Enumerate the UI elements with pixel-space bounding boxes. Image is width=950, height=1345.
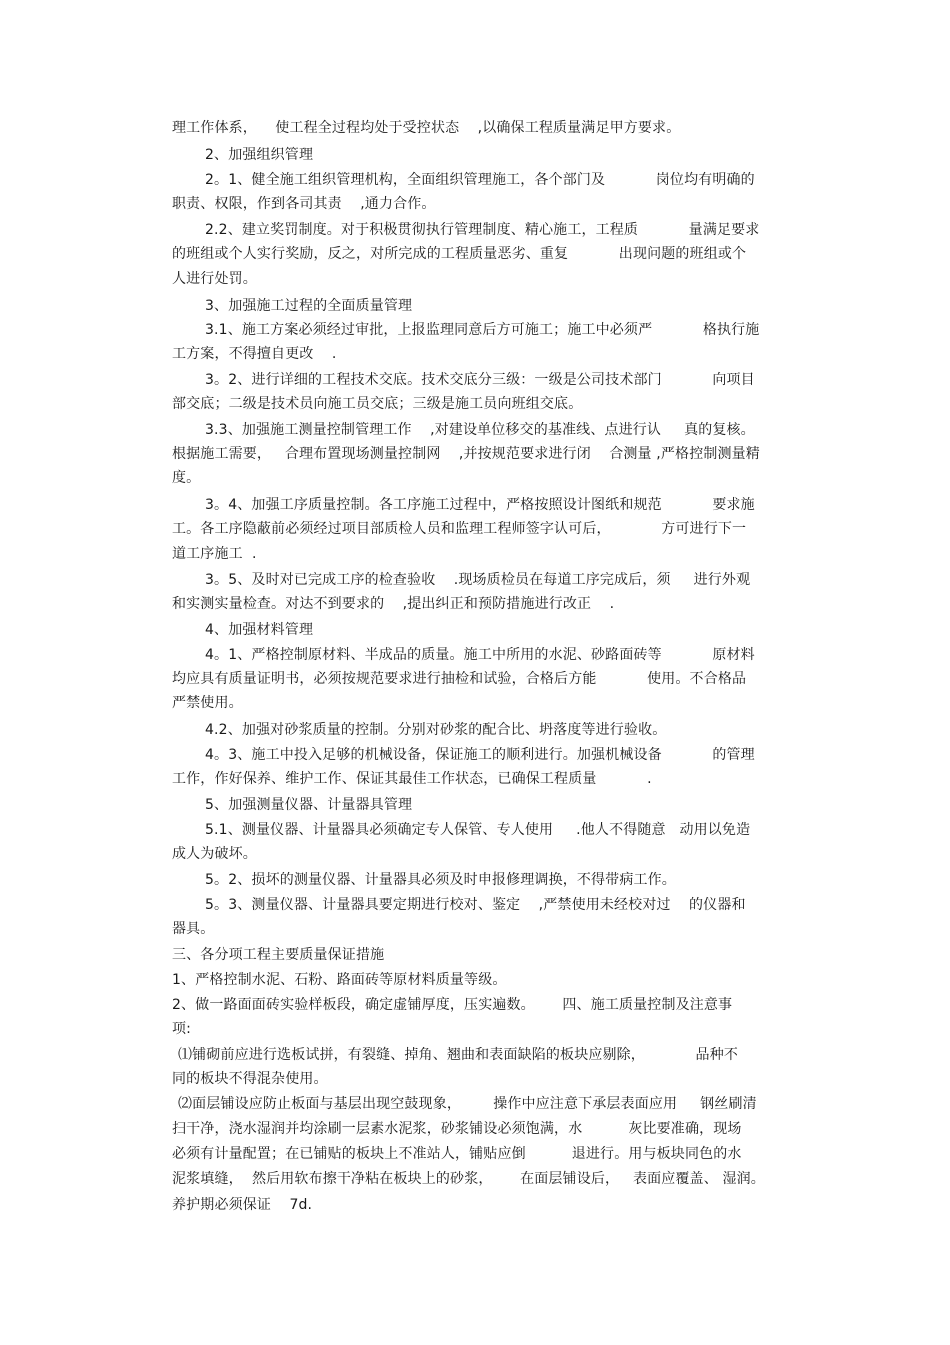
text-line: 人进行处罚。 <box>172 271 257 287</box>
section-heading: 5、加强测量仪器、计量器具管理 <box>205 797 413 813</box>
text-line: ⑵面层铺设应防止板面与基层出现空鼓现象， 操作中应注意下承层表面应用 钢丝刷清 <box>178 1096 757 1112</box>
text-line: 职责、权限，作到各司其责 ,通力合作。 <box>172 196 436 212</box>
text-line: 均应具有质量证明书，必须按规范要求进行抽检和试验，合格后方能 使用。不合格品 <box>172 671 747 687</box>
section-heading: 三、各分项工程主要质量保证措施 <box>172 947 385 963</box>
text-line: 4。1、严格控制原材料、半成品的质量。施工中所用的水泥、砂路面砖等 原材料 <box>205 647 755 663</box>
text-line: 3.1、施工方案必须经过审批，上报监理同意后方可施工；施工中必须严 格执行施 <box>205 322 760 338</box>
text-line: 泥浆填缝， 然后用软布擦干净粘在板块上的砂浆， 在面层铺设后， 表面应覆盖、 湿润。 <box>172 1171 765 1187</box>
text-line: 3.3、加强施工测量控制管理工作 ,对建设单位移交的基准线、点进行认 真的复核。 <box>205 422 755 438</box>
text-line: 2.2、建立奖罚制度。对于积极贯彻执行管理制度、精心施工，工程质 量满足要求 <box>205 222 760 238</box>
text-line: 的班组或个人实行奖励，反之，对所完成的工程质量恶劣、重复 出现问题的班组或个 <box>172 246 747 262</box>
text-line: 器具。 <box>172 921 215 937</box>
text-line: 5。3、测量仪器、计量器具要定期进行校对、鉴定 ,严禁使用未经校对过 的仪器和 <box>205 897 746 913</box>
text-line: 5.1、测量仪器、计量器具必须确定专人保管、专人使用 .他人不得随意 动用以免造 <box>205 822 751 838</box>
text-line: 扫干净，浇水湿润并均涂刷一层素水泥浆，砂浆铺设必须饱满，水 灰比要准确，现场 <box>172 1121 742 1137</box>
text-line: 和实测实量检查。对达不到要求的 ,提出纠正和预防措施进行改正 . <box>172 596 615 612</box>
text-line: 4.2、加强对砂浆质量的控制。分别对砂浆的配合比、坍落度等进行验收。 <box>205 722 667 738</box>
text-line: 项: <box>172 1021 192 1037</box>
text-line: 2、做一路面面砖实验样板段，确定虚铺厚度，压实遍数。 四、施工质量控制及注意事 <box>172 997 733 1013</box>
text-line: 4。3、施工中投入足够的机械设备，保证施工的顺利进行。加强机械设备 的管理 <box>205 747 755 763</box>
text-line: 3。2、进行详细的工程技术交底。技术交底分三级：一级是公司技术部门 向项目 <box>205 372 755 388</box>
text-line: 严禁使用。 <box>172 695 243 711</box>
text-line: 3。5、及时对已完成工序的检查验收 .现场质检员在每道工序完成后，须 进行外观 <box>205 572 751 588</box>
text-line: 工。各工序隐蔽前必须经过项目部质检人员和监理工程师签字认可后， 方可进行下一 <box>172 521 747 537</box>
text-line: 同的板块不得混杂使用。 <box>172 1071 328 1087</box>
section-heading: 4、加强材料管理 <box>205 622 314 638</box>
text-line: ⑴铺砌前应进行选板试拼，有裂缝、掉角、翘曲和表面缺陷的板块应剔除， 品种不 <box>178 1047 738 1063</box>
text-line: 必须有计量配置；在已铺贴的板块上不准站人，铺贴应倒 退进行。用与板块同色的水 <box>172 1146 742 1162</box>
text-line: 道工序施工 . <box>172 546 257 562</box>
text-line: 3。4、加强工序质量控制。各工序施工过程中，严格按照设计图纸和规范 要求施 <box>205 497 755 513</box>
text-line: 2。1、健全施工组织管理机构，全面组织管理施工，各个部门及 岗位均有明确的 <box>205 172 755 188</box>
text-line: 1、严格控制水泥、石粉、路面砖等原材料质量等级。 <box>172 972 507 988</box>
text-line: 度。 <box>172 470 201 486</box>
text-line: 理工作体系， 使工程全过程均处于受控状态 ,以确保工程质量满足甲方要求。 <box>172 120 681 136</box>
text-line: 部交底；二级是技术员向施工员交底；三级是施工员向班组交底。 <box>172 396 583 412</box>
text-line: 成人为破坏。 <box>172 846 257 862</box>
text-line: 工方案，不得擅自更改 . <box>172 346 337 362</box>
text-line: 5。2、损坏的测量仪器、计量器具必须及时申报修理调换，不得带病工作。 <box>205 872 676 888</box>
text-line: 工作，作好保养、维护工作、保证其最佳工作状态，已确保工程质量 . <box>172 771 652 787</box>
text-line: 根据施工需要， 合理布置现场测量控制网 ,并按规范要求进行闭 合测量 ,严格控制测量精 <box>172 446 760 462</box>
text-line: 养护期必须保证 7d. <box>172 1197 313 1213</box>
section-heading: 2、加强组织管理 <box>205 147 314 163</box>
section-heading: 3、加强施工过程的全面质量管理 <box>205 298 413 314</box>
